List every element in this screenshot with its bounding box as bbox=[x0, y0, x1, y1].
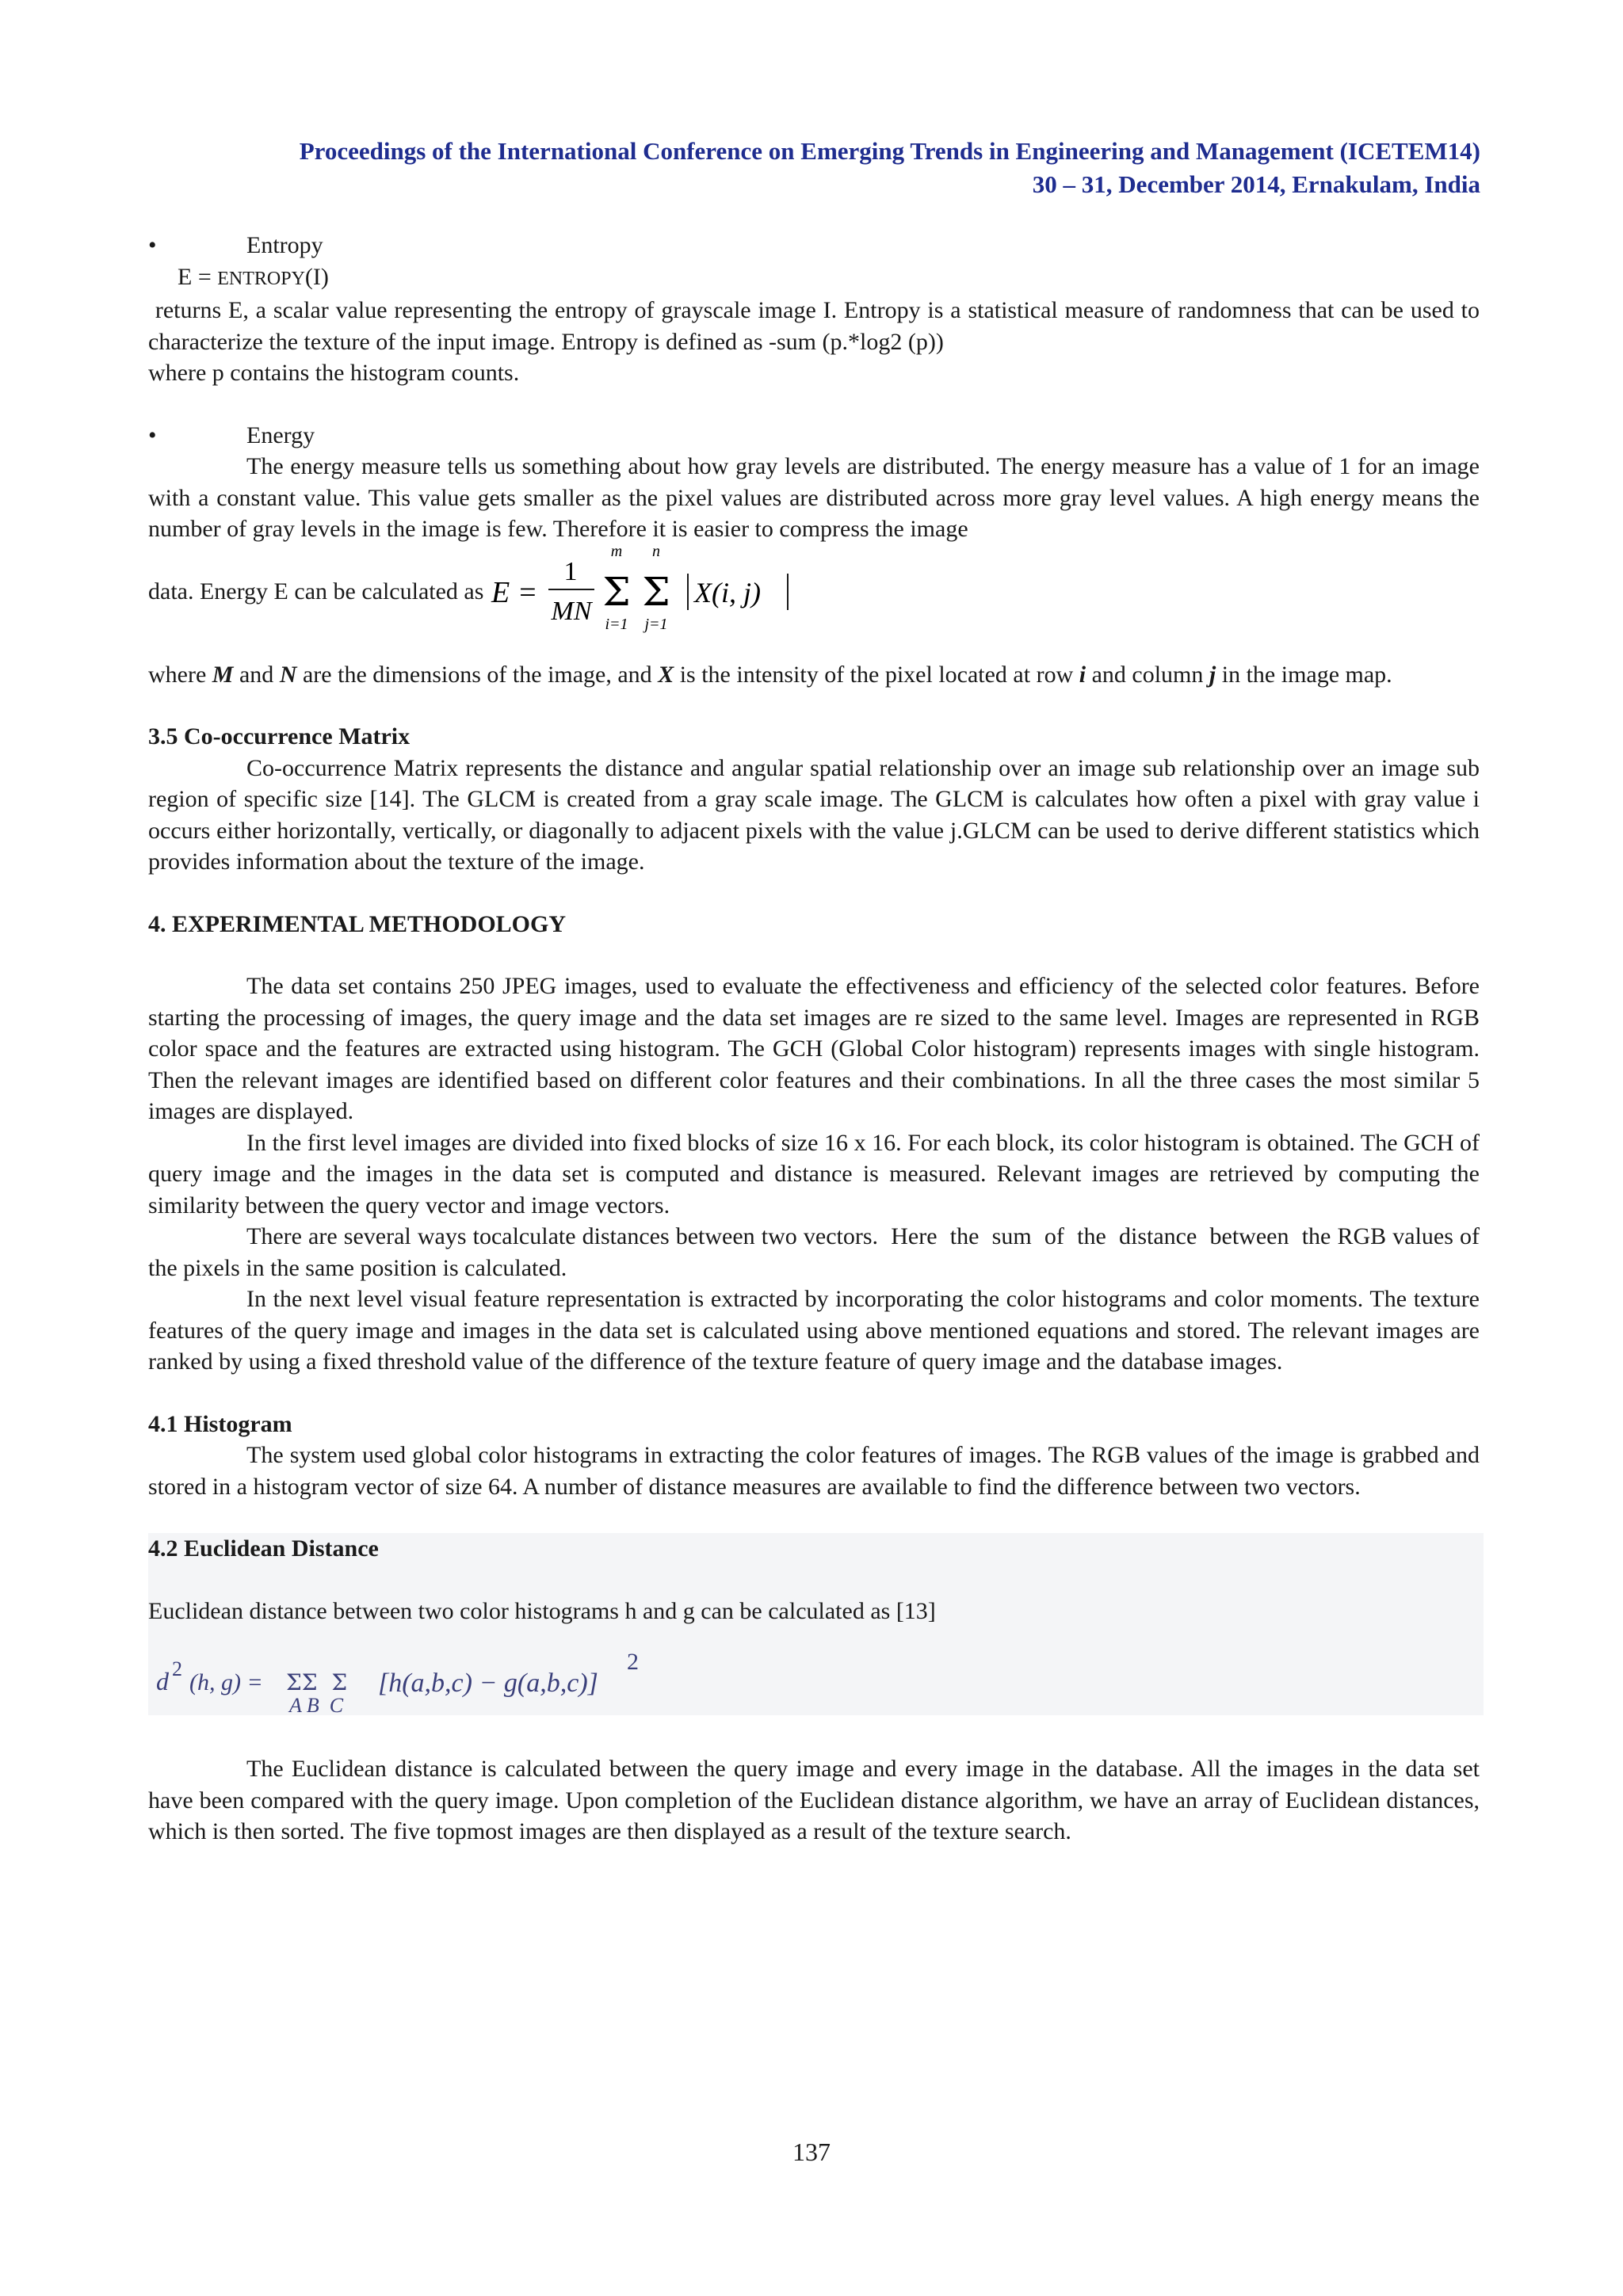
sum2-lower: j=1 bbox=[644, 615, 668, 633]
section-4-paragraph-2: In the first level images are divided into fixed blocks of size 16 x 16. For each block, its color histogram is obtained. The GCH of query image and the images in the data set is computed and distance is measured. Relevant images are retrieved by computing the similarity between the query vector and image vectors. bbox=[148, 1129, 1480, 1219]
entropy-syntax-arg: (I) bbox=[304, 263, 329, 290]
entropy-syntax-prefix: E = bbox=[178, 263, 218, 290]
entropy-bullet-item bbox=[148, 230, 1480, 261]
section-heading-4: 4. EXPERIMENTAL METHODOLOGY bbox=[148, 910, 566, 937]
eu-sup: 2 bbox=[627, 1649, 639, 1675]
sum1-upper: m bbox=[611, 542, 623, 560]
body-text bbox=[148, 230, 1486, 1848]
text-run: and bbox=[233, 661, 280, 688]
header-line-1: Proceedings of the International Conference on Emerging Trends in Engineering and Management (ICETEM14) bbox=[299, 137, 1480, 165]
bullet-icon: • bbox=[148, 232, 157, 258]
text-run: and column bbox=[1086, 661, 1209, 688]
entropy-description: returns E, a scalar value representing the entropy of grayscale image I. Entropy is a statistical measure of randomness that can be used to characterize the texture of the input image. Entropy is defined as -sum (p.*log2 (p)) bbox=[148, 297, 1486, 355]
formula-denominator: MN bbox=[551, 596, 592, 626]
section-4-2-paragraph: The Euclidean distance is calculated between the query image and every image in the database. All the images in the data set have been compared with the query image. Upon completion of the Euclidean distance algorithm, we have an array of Euclidean distances, which is then sorted. The five topmost images are then displayed as a result of the texture search. bbox=[148, 1756, 1480, 1844]
formula-numerator: 1 bbox=[563, 556, 578, 586]
var-X: X bbox=[658, 661, 674, 688]
section-heading-3-5: 3.5 Co-occurrence Matrix bbox=[148, 723, 411, 749]
running-header bbox=[133, 135, 1480, 201]
entropy-syntax bbox=[148, 261, 1480, 296]
energy-bullet-item bbox=[148, 420, 1480, 452]
bullet-icon: • bbox=[148, 421, 157, 448]
euclidean-formula-row bbox=[148, 1642, 1480, 1730]
text-run: where bbox=[148, 661, 212, 688]
var-N: N bbox=[279, 661, 297, 688]
text-run: in the image map. bbox=[1216, 661, 1392, 688]
sum2-sigma: Σ bbox=[642, 568, 671, 615]
energy-formula-row bbox=[148, 540, 1480, 643]
energy-formula bbox=[483, 540, 816, 643]
sum1-sigma: Σ bbox=[602, 568, 632, 615]
sum2-upper: n bbox=[652, 542, 661, 560]
text-run: is the intensity of the pixel located at row bbox=[674, 661, 1079, 688]
var-i: i bbox=[1079, 661, 1086, 688]
section-4-1-paragraph: The system used global color histograms in extracting the color features of images. The RGB values of the image is grabbed and stored in a histogram vector of size 64. A number of distance measures are available to find the difference between two vectors. bbox=[148, 1442, 1480, 1500]
eu-args: (h, g) = bbox=[189, 1669, 263, 1695]
entropy-syntax-fn: ENTROPY bbox=[217, 268, 305, 289]
eu-lhs: d bbox=[156, 1667, 169, 1695]
formula-lhs: E = bbox=[491, 575, 538, 609]
euclidean-formula bbox=[148, 1642, 671, 1730]
section-3-5-paragraph: Co-occurrence Matrix represents the distance and angular spatial relationship over an image sub relationship over an image sub region of specific size [14]. The GLCM is created from a gray scale image. The GLCM is calculates how often a pixel with gray value i occurs either horizontally, vertically, or diagonally to adjacent pixels with the value j.GLCM can be used to derive different statistics which provides information about the texture of the image. bbox=[148, 754, 1480, 875]
section-4-paragraph-3: There are several ways tocalculate distances between two vectors. Here the sum of the distance between the RGB values of the pixels in the same position is calculated. bbox=[148, 1223, 1486, 1281]
section-heading-4-1: 4.1 Histogram bbox=[148, 1410, 292, 1437]
eu-lhs-sup: 2 bbox=[172, 1657, 182, 1680]
formula-term: X(i, j) bbox=[694, 576, 762, 608]
energy-paragraph: The energy measure tells us something about how gray levels are distributed. The energy measure has a value of 1 for an image with a constant value. This value gets smaller as the pixel values are distributed across more gray level values. A high energy means the number of gray levels in the image is few. Therefore it is easier to compress the image bbox=[148, 453, 1480, 542]
section-4-2-intro: Euclidean distance between two color histograms h and g can be calculated as [13] bbox=[148, 1597, 936, 1624]
sum1-lower: i=1 bbox=[605, 615, 628, 633]
page-number: 137 bbox=[792, 2138, 831, 2166]
energy-title: Energy bbox=[246, 421, 315, 448]
eu-sum-subs: A B C bbox=[289, 1694, 344, 1717]
entropy-where: where p contains the histogram counts. bbox=[148, 360, 520, 386]
section-4-paragraph-1: The data set contains 250 JPEG images, used to evaluate the effectiveness and efficiency of the selected color features. Before starting the processing of images, the query image and the data set images are re sized to the same level. Images are represented in RGB color space and the features are extracted using histogram. The GCH (Global Color histogram) represents images with single histogram. Then the relevant images are identified based on different color features and their combinations. In all the three cases the most similar 5 images are displayed. bbox=[148, 973, 1480, 1124]
section-4-paragraph-4: In the next level visual feature representation is extracted by incorporating the color histograms and color moments. The texture features of the query image and images in the data set is calculated using above mentioned equations and stored. The relevant images are ranked by using a fixed threshold value of the difference of the texture feature of query image and the database images. bbox=[148, 1286, 1480, 1375]
entropy-title: Entropy bbox=[246, 232, 323, 258]
var-M: M bbox=[212, 661, 234, 688]
energy-variables-explanation bbox=[148, 659, 1480, 691]
var-j: j bbox=[1209, 661, 1216, 688]
eu-sums: ΣΣ Σ bbox=[286, 1669, 348, 1695]
header-line-2: 30 – 31, December 2014, Ernakulam, India bbox=[1032, 170, 1480, 198]
text-run: are the dimensions of the image, and bbox=[296, 661, 659, 688]
energy-formula-intro: data. Energy E can be calculated as bbox=[148, 578, 484, 605]
section-heading-4-2: 4.2 Euclidean Distance bbox=[148, 1535, 379, 1562]
eu-body: [h(a,b,c) − g(a,b,c)] bbox=[378, 1669, 598, 1698]
